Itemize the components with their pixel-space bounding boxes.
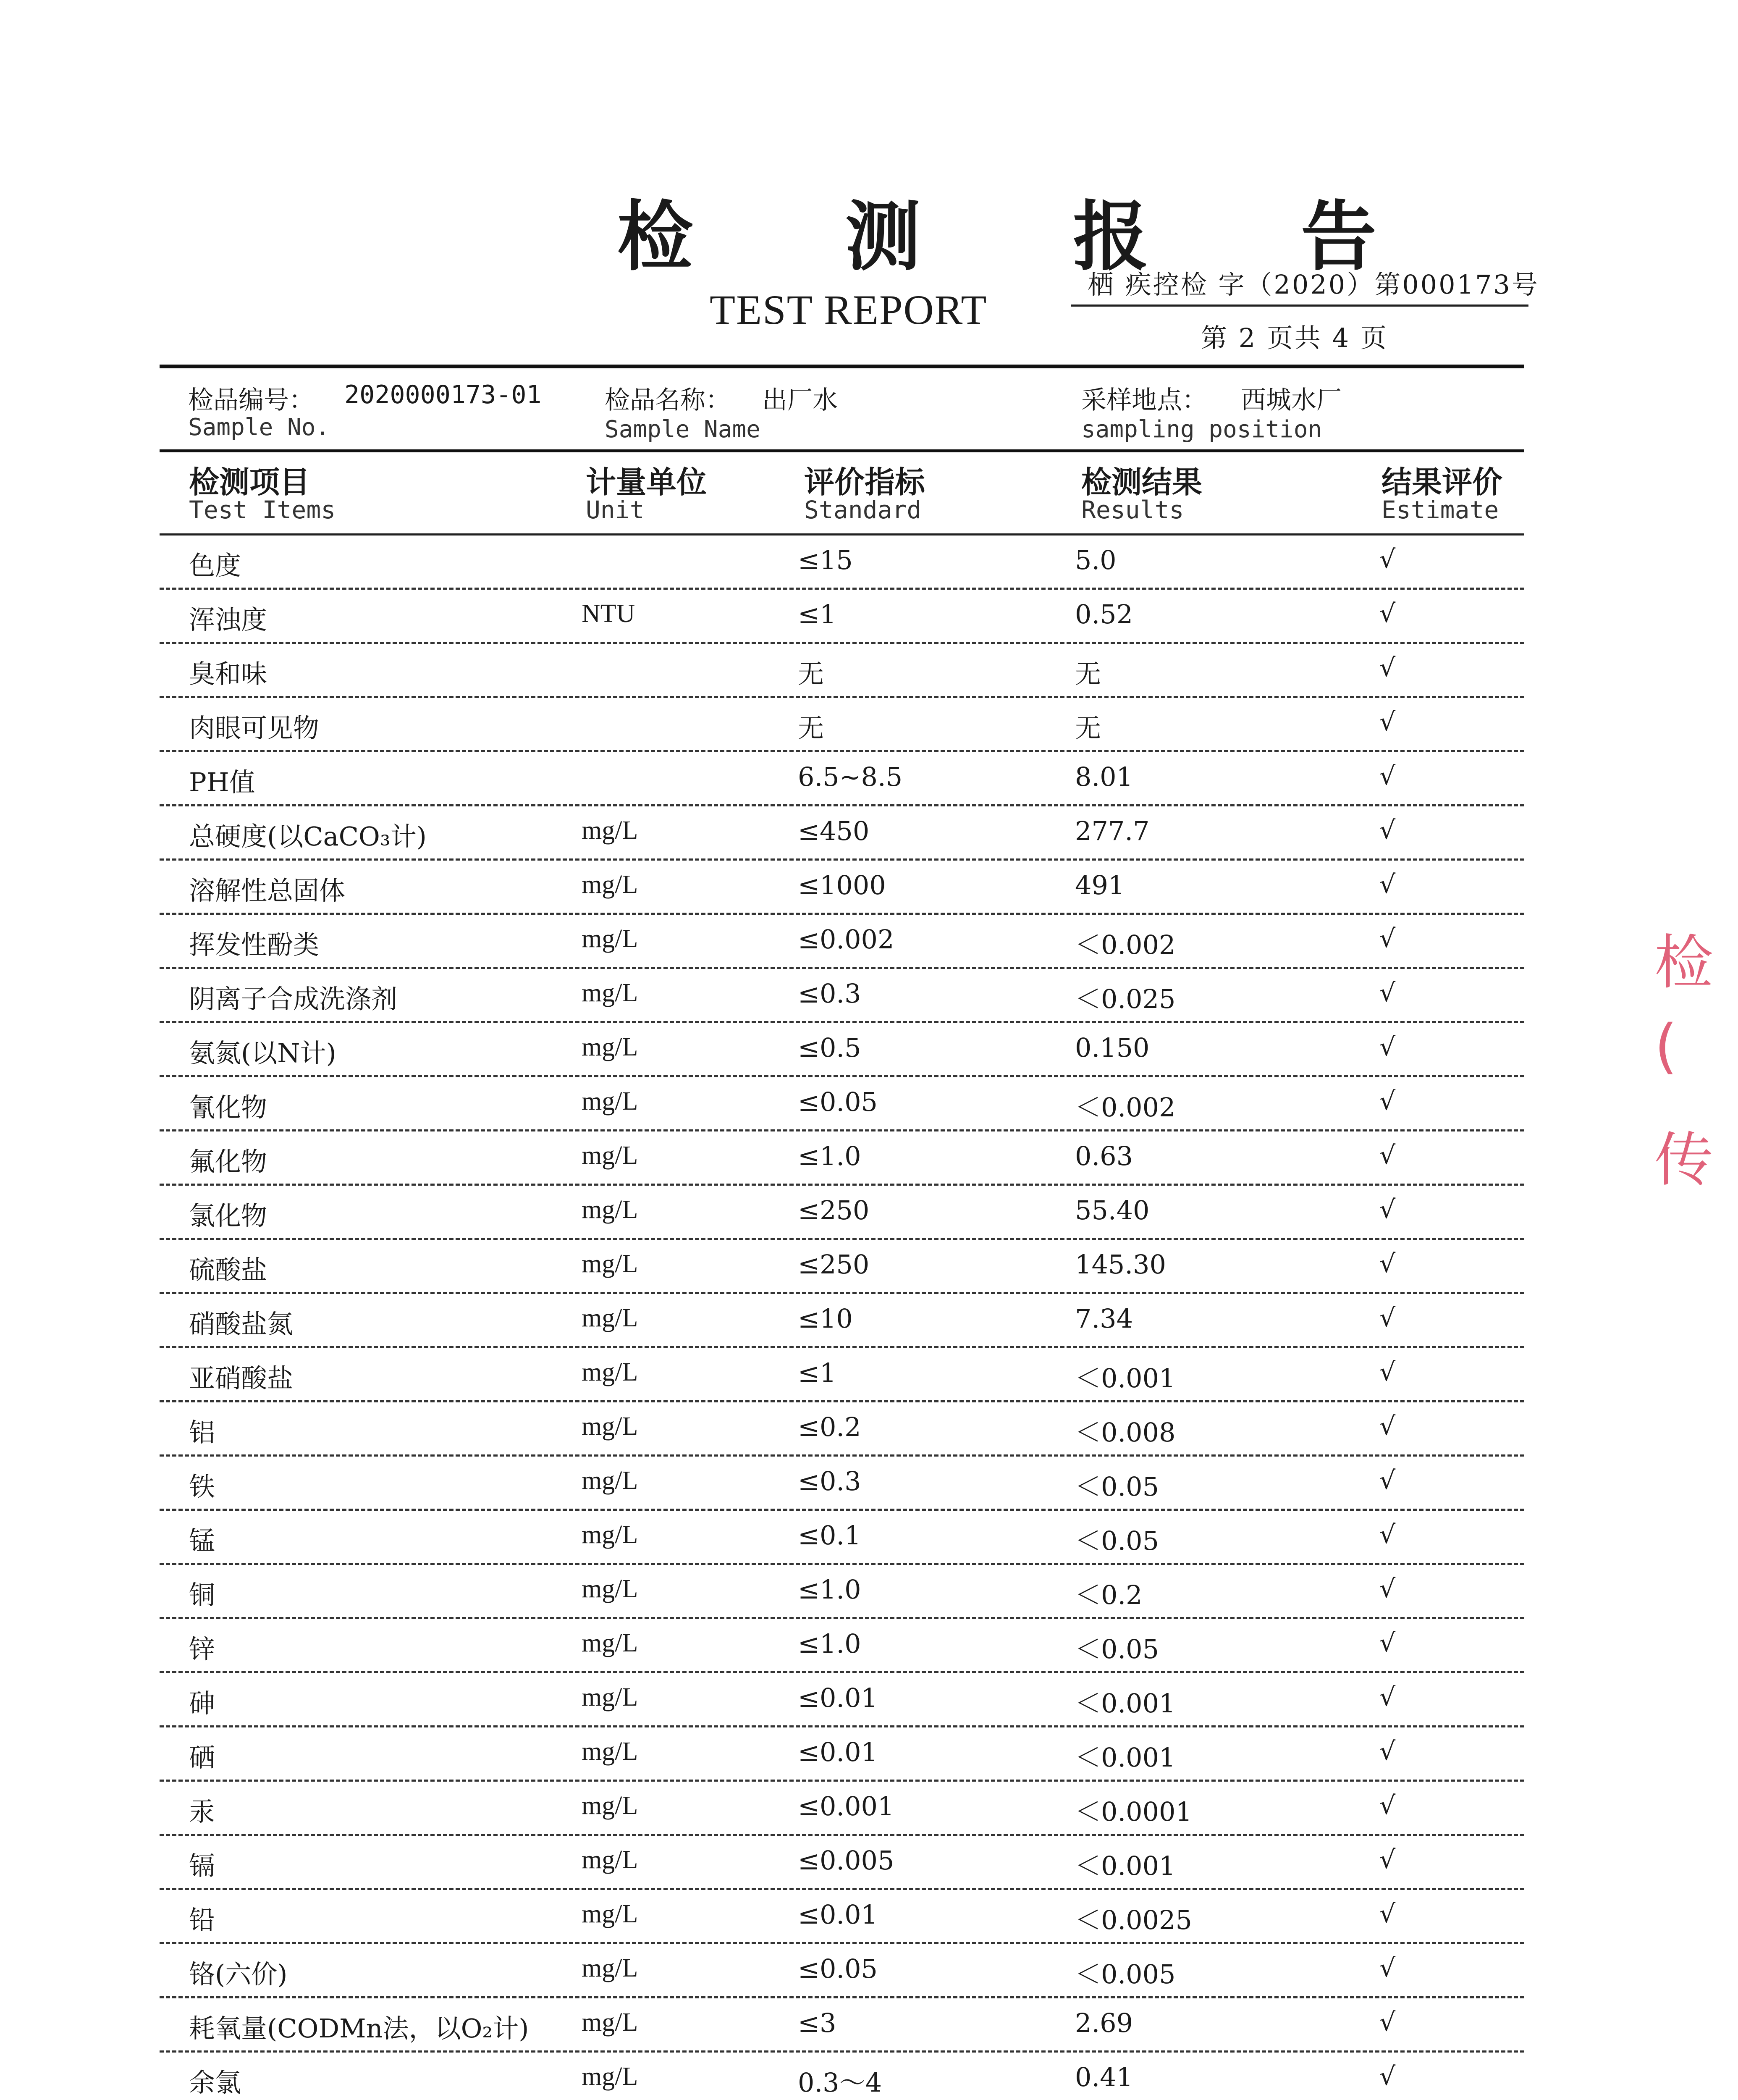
sample-name-label-en: Sample Name [605, 416, 760, 443]
sample-no-value: 2020000173-01 [344, 380, 542, 410]
check-mark-icon: √ [1379, 1737, 1396, 1766]
table-row [160, 644, 1524, 698]
table-row [160, 1565, 1524, 1619]
table-row [160, 1511, 1524, 1565]
table-row [160, 1348, 1524, 1402]
item-standard: ≤250 [798, 1195, 870, 1226]
item-result: ＜0.001 [1075, 1363, 1176, 1394]
check-mark-icon: √ [1379, 707, 1396, 737]
table-row [160, 1998, 1524, 2053]
item-standard: 6.5~8.5 [798, 761, 903, 792]
item-standard: ≤1.0 [798, 1141, 861, 1171]
item-unit: mg/L [582, 870, 638, 899]
col-header-estimate: 结果评价 [1381, 465, 1503, 500]
item-name: 汞 [189, 1796, 215, 1827]
check-mark-icon: √ [1379, 761, 1396, 791]
item-standard: ≤0.5 [798, 1032, 861, 1063]
col-header-item: 检测项目 [189, 465, 310, 500]
item-name: 锰 [189, 1525, 215, 1556]
item-standard: ≤0.1 [798, 1520, 861, 1551]
item-unit: mg/L [582, 1250, 638, 1278]
item-name: 硫酸盐 [189, 1255, 267, 1285]
item-result: 0.63 [1075, 1141, 1133, 1171]
check-mark-icon: √ [1379, 1466, 1396, 1495]
check-mark-icon: √ [1379, 924, 1396, 953]
item-standard: ≤0.05 [798, 1953, 878, 1984]
item-unit: mg/L [582, 1412, 638, 1441]
item-result: ＜0.2 [1075, 1580, 1143, 1610]
check-mark-icon: √ [1379, 1357, 1396, 1387]
table-row [160, 1673, 1524, 1727]
item-result: 145.30 [1075, 1249, 1166, 1280]
item-result: ＜0.05 [1075, 1634, 1159, 1664]
item-name: 氟化物 [189, 1146, 267, 1177]
check-mark-icon: √ [1379, 1574, 1396, 1604]
table-row [160, 2053, 1524, 2100]
item-name: 挥发性酚类 [189, 929, 320, 960]
table-row [160, 969, 1524, 1023]
table-row [160, 1836, 1524, 1890]
item-result: ＜0.05 [1075, 1471, 1159, 1502]
table-row [160, 1023, 1524, 1077]
item-name: 色度 [189, 550, 241, 581]
item-unit: mg/L [582, 1954, 638, 1982]
item-result: ＜0.001 [1075, 1851, 1176, 1881]
item-name: 阴离子合成洗涤剂 [189, 984, 398, 1014]
check-mark-icon: √ [1379, 1953, 1396, 1983]
item-result: 491 [1075, 870, 1125, 900]
table-row [160, 1619, 1524, 1673]
sampling-site-value: 西城水厂 [1241, 386, 1342, 415]
document-number-underline [1071, 304, 1528, 307]
col-header-unit-en: Unit [586, 496, 645, 524]
sample-name-value: 出厂水 [762, 386, 838, 415]
item-unit: mg/L [582, 2062, 638, 2091]
table-row [160, 1131, 1524, 1186]
table-row [160, 1782, 1524, 1836]
table-row [160, 1186, 1524, 1240]
item-name: 镉 [189, 1851, 215, 1881]
item-standard: ≤0.001 [798, 1791, 894, 1822]
item-standard: ≤0.05 [798, 1087, 878, 1117]
check-mark-icon: √ [1379, 1412, 1396, 1441]
check-mark-icon: √ [1379, 1087, 1396, 1116]
check-mark-icon: √ [1379, 1791, 1396, 1820]
col-header-estimate-en: Estimate [1381, 496, 1499, 524]
document-number: 栖 疾控检 字（2020）第000173号 [1088, 269, 1539, 300]
item-result: ＜0.05 [1075, 1525, 1159, 1556]
item-name: 铬(六价) [189, 1959, 288, 1990]
stamp-char: ( [1654, 1012, 1678, 1081]
sample-name-label: 检品名称： [605, 386, 731, 415]
table-row [160, 752, 1524, 806]
report-title-en: TEST REPORT [710, 286, 988, 333]
check-mark-icon: √ [1379, 870, 1396, 899]
item-standard: ≤0.01 [798, 1683, 878, 1713]
item-standard: 0.3～4 [798, 2067, 882, 2098]
table-row [160, 806, 1524, 861]
item-result: ＜0.002 [1075, 929, 1176, 960]
item-standard: 无 [798, 713, 824, 743]
check-mark-icon: √ [1379, 1683, 1396, 1712]
item-unit: mg/L [582, 1195, 638, 1224]
check-mark-icon: √ [1379, 1899, 1396, 1929]
check-mark-icon: √ [1379, 1195, 1396, 1224]
sample-no-label: 检品编号： [188, 386, 314, 415]
item-standard: ≤1000 [798, 870, 886, 900]
item-result: ＜0.0025 [1075, 1905, 1192, 1935]
item-unit: mg/L [582, 979, 638, 1007]
item-standard: ≤1 [798, 1357, 836, 1388]
item-name: 铅 [189, 1905, 215, 1935]
item-unit: mg/L [582, 1033, 638, 1061]
check-mark-icon: √ [1379, 1520, 1396, 1549]
item-unit: NTU [582, 599, 635, 628]
item-result: 55.40 [1075, 1195, 1150, 1226]
item-standard: ≤0.005 [798, 1845, 894, 1876]
item-name: 铁 [189, 1471, 215, 1502]
check-mark-icon: √ [1379, 599, 1396, 628]
header-top-rule [160, 365, 1524, 368]
item-name: 锌 [189, 1634, 215, 1664]
item-result: ＜0.001 [1075, 1742, 1176, 1773]
item-unit: mg/L [582, 1466, 638, 1495]
table-row [160, 698, 1524, 752]
sample-no-label-en: Sample No. [188, 414, 330, 441]
item-result: 0.52 [1075, 599, 1133, 630]
item-unit: mg/L [582, 1900, 638, 1928]
item-result: 7.34 [1075, 1303, 1133, 1334]
page-number: 第 2 页共 4 页 [1201, 323, 1388, 353]
col-header-result-en: Results [1081, 496, 1184, 524]
item-name: 余氯 [189, 2067, 241, 2098]
results-table [160, 536, 1524, 2100]
item-result: ＜0.008 [1075, 1417, 1176, 1448]
table-row [160, 1727, 1524, 1782]
sampling-site-label-en: sampling position [1081, 416, 1322, 443]
table-row [160, 861, 1524, 915]
stamp-fragment [1646, 916, 1738, 1235]
item-unit: mg/L [582, 1683, 638, 1712]
item-name: 砷 [189, 1688, 215, 1719]
item-result: 0.150 [1075, 1032, 1150, 1063]
item-result: 5.0 [1075, 545, 1117, 575]
item-name: 铝 [189, 1417, 215, 1448]
check-mark-icon: √ [1379, 653, 1396, 682]
item-name: 耗氧量(CODMn法，以O₂计) [189, 2013, 529, 2044]
item-standard: 无 [798, 659, 824, 689]
item-standard: ≤0.01 [798, 1899, 878, 1930]
item-result: 无 [1075, 713, 1101, 743]
item-result: 无 [1075, 659, 1101, 689]
item-unit: mg/L [582, 1087, 638, 1116]
item-result: ＜0.005 [1075, 1959, 1176, 1990]
item-standard: ≤15 [798, 545, 853, 575]
col-header-result: 检测结果 [1081, 465, 1203, 500]
sample-info-rule [160, 449, 1524, 452]
item-result: 2.69 [1075, 2008, 1133, 2038]
check-mark-icon: √ [1379, 1141, 1396, 1170]
table-row [160, 1240, 1524, 1294]
table-row [160, 590, 1524, 644]
item-name: PH值 [189, 767, 255, 798]
item-name: 氰化物 [189, 1092, 267, 1123]
item-unit: mg/L [582, 1629, 638, 1657]
item-unit: mg/L [582, 1141, 638, 1170]
check-mark-icon: √ [1379, 2062, 1396, 2091]
item-standard: ≤3 [798, 2008, 836, 2038]
item-name: 亚硝酸盐 [189, 1363, 294, 1394]
col-header-unit: 计量单位 [586, 465, 707, 500]
table-row [160, 1457, 1524, 1511]
item-result: ＜0.025 [1075, 984, 1176, 1014]
item-unit: mg/L [582, 1520, 638, 1549]
item-unit: mg/L [582, 816, 638, 845]
check-mark-icon: √ [1379, 816, 1396, 845]
report-title-cn: 检 测 报 告 [617, 193, 1439, 281]
item-standard: ≤250 [798, 1249, 870, 1280]
item-standard: ≤0.2 [798, 1412, 861, 1442]
item-name: 总硬度(以CaCO₃计) [189, 821, 427, 852]
item-standard: ≤1 [798, 599, 836, 630]
item-unit: mg/L [582, 924, 638, 953]
item-name: 氨氮(以N计) [189, 1038, 336, 1068]
stamp-char: 检 [1654, 929, 1714, 997]
item-result: 8.01 [1075, 761, 1133, 792]
item-standard: ≤10 [798, 1303, 853, 1334]
item-name: 氯化物 [189, 1200, 267, 1231]
table-row [160, 1402, 1524, 1457]
item-unit: mg/L [582, 1791, 638, 1820]
check-mark-icon: √ [1379, 1303, 1396, 1333]
item-name: 溶解性总固体 [189, 875, 346, 906]
item-result: 277.7 [1075, 816, 1150, 846]
item-standard: ≤0.3 [798, 978, 861, 1009]
item-unit: mg/L [582, 1845, 638, 1874]
stamp-char: 传 [1654, 1126, 1714, 1194]
item-name: 铜 [189, 1580, 215, 1610]
item-result: ＜0.001 [1075, 1688, 1176, 1719]
item-unit: mg/L [582, 2008, 638, 2037]
item-unit: mg/L [582, 1575, 638, 1603]
check-mark-icon: √ [1379, 1032, 1396, 1062]
table-row [160, 915, 1524, 969]
item-result: 0.41 [1075, 2062, 1133, 2092]
item-name: 硝酸盐氮 [189, 1309, 294, 1339]
item-name: 臭和味 [189, 659, 267, 689]
item-unit: mg/L [582, 1358, 638, 1386]
item-result: ＜0.0001 [1075, 1796, 1192, 1827]
item-unit: mg/L [582, 1737, 638, 1766]
sampling-site-label: 采样地点： [1081, 386, 1207, 415]
table-row [160, 1944, 1524, 1998]
item-standard: ≤1.0 [798, 1628, 861, 1659]
check-mark-icon: √ [1379, 1845, 1396, 1874]
item-name: 浑浊度 [189, 604, 267, 635]
item-result: ＜0.002 [1075, 1092, 1176, 1123]
item-standard: ≤0.002 [798, 924, 894, 955]
table-row [160, 1294, 1524, 1348]
item-standard: ≤450 [798, 816, 870, 846]
table-row [160, 536, 1524, 590]
check-mark-icon: √ [1379, 1249, 1396, 1278]
check-mark-icon: √ [1379, 1628, 1396, 1658]
col-header-standard: 评价指标 [804, 465, 925, 500]
item-name: 硒 [189, 1742, 215, 1773]
check-mark-icon: √ [1379, 2008, 1396, 2037]
item-standard: ≤1.0 [798, 1574, 861, 1605]
check-mark-icon: √ [1379, 978, 1396, 1008]
check-mark-icon: √ [1379, 545, 1396, 574]
table-row [160, 1890, 1524, 1944]
item-unit: mg/L [582, 1304, 638, 1332]
item-standard: ≤0.01 [798, 1737, 878, 1767]
col-header-item-en: Test Items [189, 496, 336, 524]
table-row [160, 1077, 1524, 1131]
item-name: 肉眼可见物 [189, 713, 320, 743]
col-header-standard-en: Standard [804, 496, 922, 524]
item-standard: ≤0.3 [798, 1466, 861, 1496]
